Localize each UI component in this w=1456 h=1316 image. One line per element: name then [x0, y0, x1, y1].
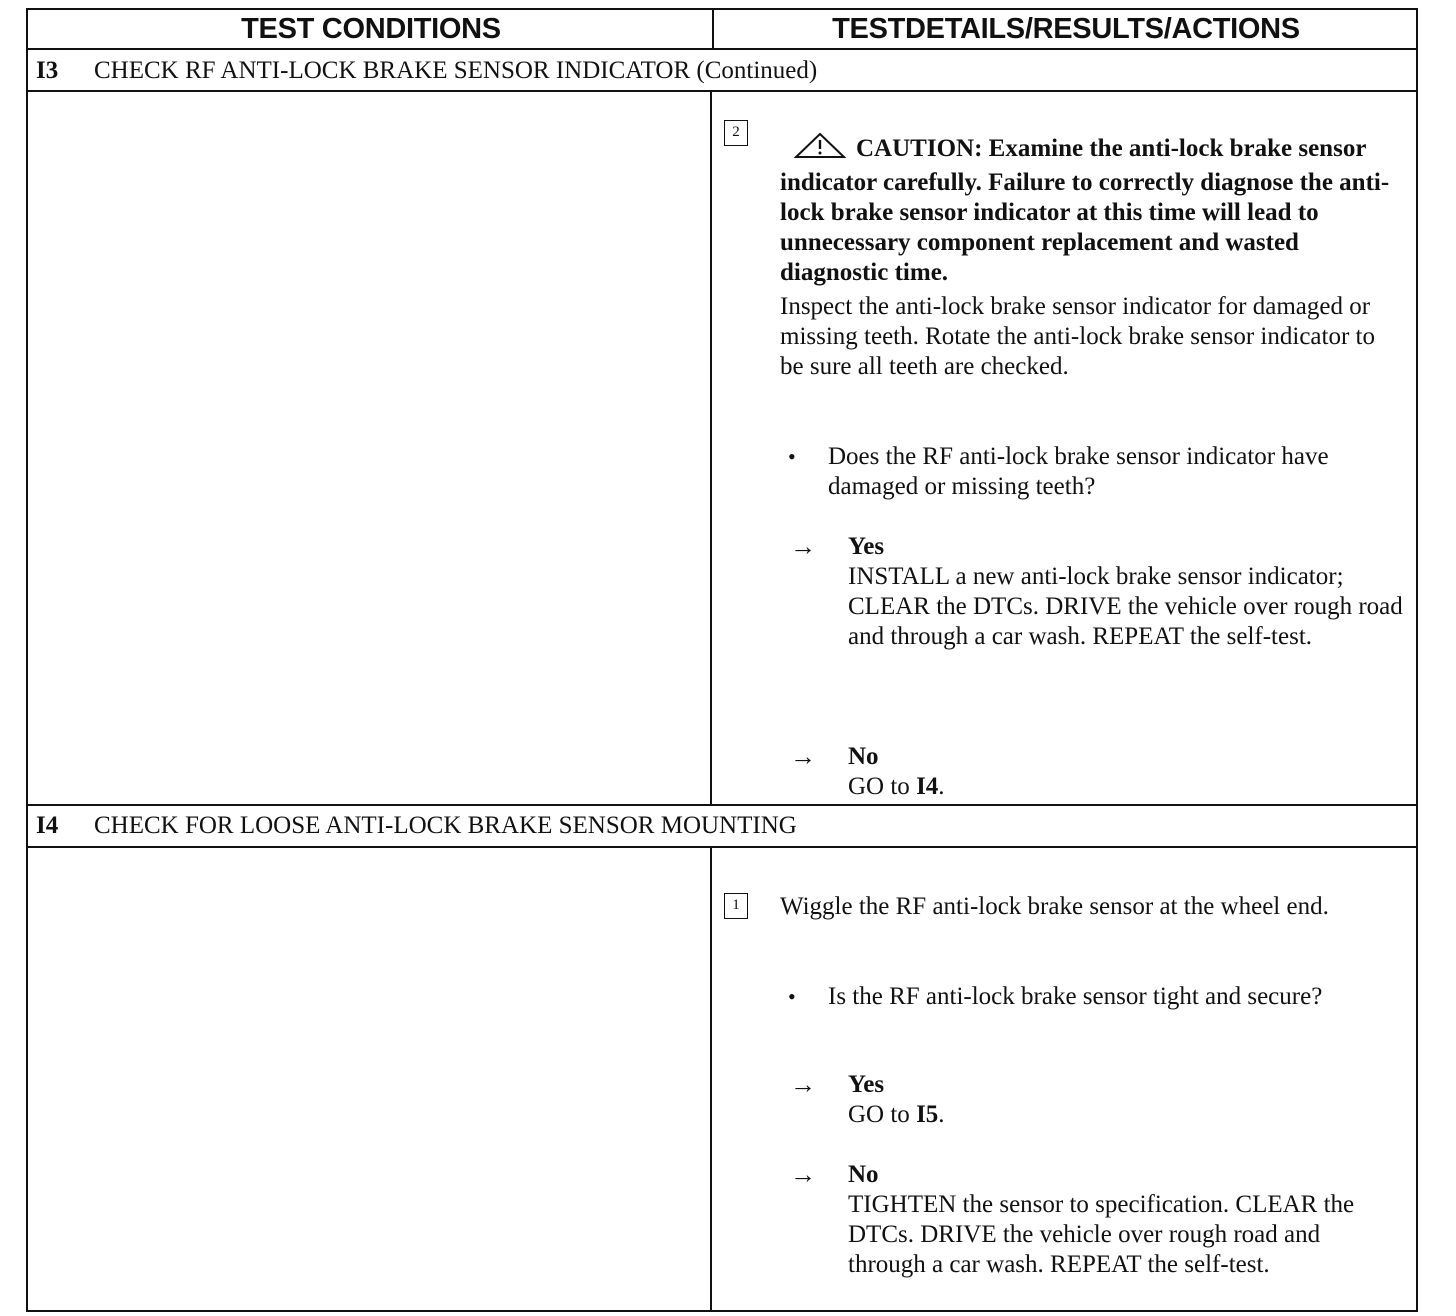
instruction-text: Inspect the anti-lock brake sensor indicator for damaged or missing teeth. Rotate the anti-lock brake sensor indicator to be sure all teeth are checked.: [780, 293, 1375, 380]
arrow-icon: →: [790, 1160, 816, 1189]
yes-result: [848, 532, 1408, 652]
bullet-marker: •: [788, 984, 796, 1009]
yes-action-ref: I5: [916, 1101, 939, 1128]
instruction-text: Wiggle the RF anti-lock brake sensor at the wheel end.: [780, 893, 1329, 920]
section-i3-divider: [710, 90, 712, 804]
step-number-box: 2: [724, 120, 748, 146]
yes-label: Yes: [848, 533, 885, 560]
no-action: TIGHTEN the sensor to specification. CLEAR the DTCs. DRIVE the vehicle over rough road and through a car wash. REPEAT the self-test.: [848, 1191, 1355, 1278]
section-title-text: CHECK FOR LOOSE ANTI-LOCK BRAKE SENSOR MOUNTING: [94, 812, 797, 839]
no-label: No: [848, 743, 879, 770]
arrow-icon: →: [790, 1070, 816, 1099]
question-text: Does the RF anti-lock brake sensor indicator have damaged or missing teeth?: [828, 443, 1329, 500]
section-id: I4: [36, 812, 59, 839]
question-text: Is the RF anti-lock brake sensor tight and secure?: [828, 983, 1323, 1010]
no-action-ref: I4: [916, 773, 939, 800]
caution-triangle-icon: [792, 132, 848, 168]
yes-action-prefix: GO to: [848, 1101, 917, 1128]
section-title-i3: [36, 51, 817, 91]
diagnostic-table: [26, 8, 1418, 1312]
no-action-prefix: GO to: [848, 773, 917, 800]
header-test-conditions: TEST CONDITIONS: [241, 13, 501, 45]
header-bottom-rule: [28, 48, 1416, 50]
yes-result: [848, 1070, 1408, 1130]
arrow-icon: →: [790, 742, 816, 771]
yes-label: Yes: [848, 1071, 885, 1098]
section-title-i4: [36, 806, 797, 846]
no-result: [848, 742, 1408, 802]
section-i4-divider: [710, 846, 712, 1312]
step-number-box: 1: [724, 893, 748, 919]
arrow-icon: →: [790, 532, 816, 561]
section-id: I3: [36, 57, 59, 84]
header-divider: [712, 10, 714, 48]
yes-action-suffix: .: [938, 1101, 945, 1128]
section-i3-title-rule: [28, 90, 1416, 92]
no-label: No: [848, 1161, 879, 1188]
yes-action: INSTALL a new anti-lock brake sensor indicator; CLEAR the DTCs. DRIVE the vehicle over rough road and through a car wash. REPEAT the self-test.: [848, 563, 1403, 650]
section-title-text: CHECK RF ANTI-LOCK BRAKE SENSOR INDICATOR (Continued): [94, 57, 818, 84]
no-result: [848, 1160, 1396, 1280]
caution-note: [780, 132, 1406, 288]
caution-text: CAUTION: Examine the anti-lock brake sensor indicator carefully. Failure to correctly diagnose the anti-lock brake sensor indicator at this time will lead to unnecessary component replacement and wasted diagnostic time.: [780, 135, 1390, 286]
bullet-marker: •: [788, 444, 796, 469]
no-action-suffix: .: [938, 773, 945, 800]
section-i4-title-rule: [28, 846, 1416, 848]
header-test-details: TESTDETAILS/RESULTS/ACTIONS: [832, 13, 1300, 45]
